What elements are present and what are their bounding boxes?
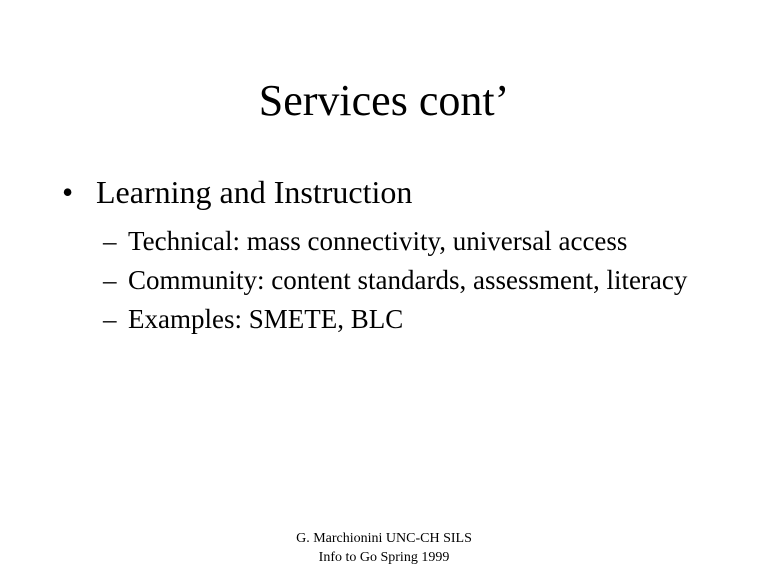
sub-bullet-item [103, 300, 723, 339]
dash-marker: – [103, 304, 117, 334]
footer-author: G. Marchionini UNC-CH SILS [296, 531, 472, 546]
sub-bullet-text: Community: content standards, assessment, literacy [128, 265, 688, 295]
sub-bullet-text: Examples: SMETE, BLC [128, 304, 404, 334]
footer-course: Info to Go Spring 1999 [318, 550, 450, 565]
bullet-item [62, 172, 412, 212]
bullet-marker: • [62, 174, 74, 210]
sub-bullet-item [103, 261, 723, 300]
dash-marker: – [103, 265, 117, 295]
bullet-text: Learning and Instruction [96, 174, 413, 210]
slide-title: Services cont’ [258, 76, 510, 125]
sub-bullet-item [103, 222, 723, 261]
sub-bullet-text: Technical: mass connectivity, universal access [128, 226, 628, 256]
slide-footer [0, 529, 768, 567]
dash-marker: – [103, 226, 117, 256]
sub-bullet-list [103, 222, 723, 339]
